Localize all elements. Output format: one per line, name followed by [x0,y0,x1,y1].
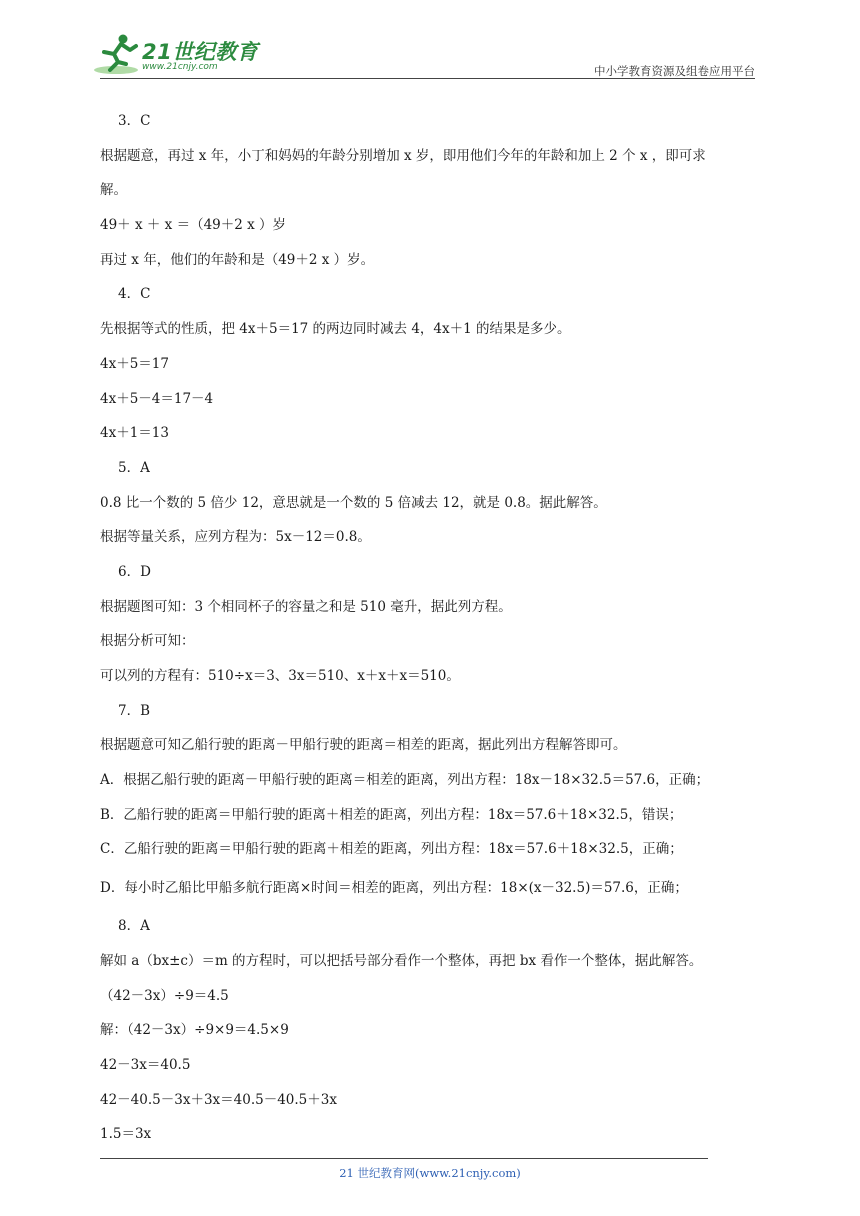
answer-line: A．根据乙船行驶的距离－甲船行驶的距离＝相差的距离，列出方程：18x－18×32.5＝57.6，正确； [100,772,710,789]
answer-line: 可以列的方程有：510÷x＝3、3x＝510、x＋x＋x＝510。 [100,668,460,684]
answer-line: C．乙船行驶的距离＝甲船行驶的距离＋相差的距离，列出方程：18x＝57.6＋18×32.5，正确； [100,841,683,858]
question-number: 4．C [118,286,151,303]
answer-line: 4x＋1＝13 [100,425,169,442]
answer-line: 根据分析可知： [100,633,195,650]
answer-line: 1.5＝3x [100,1126,152,1143]
answer-line: 根据题意可知乙船行驶的距离－甲船行驶的距离＝相差的距离，据此列出方程解答即可。 [100,737,627,754]
answer-line: 根据题图可知：3 个相同杯子的容量之和是 510 毫升，据此列方程。 [100,598,512,615]
footer-divider [100,1158,708,1159]
answer-line: 4x＋5＝17 [100,355,169,372]
runner-logo-icon [92,32,142,76]
question-number: 7．B [118,702,151,719]
answer-line: 0.8 比一个数的 5 倍少 12，意思就是一个数的 5 倍减去 12，就是 0.8。据此解答。 [100,494,607,511]
question-number: 6．D [118,563,151,580]
answer-content [100,104,780,1152]
answer-line: D．每小时乙船比甲船多航行距离×时间＝相差的距离，列出方程：18×(x－32.5)＝57.6，正确； [100,880,688,897]
answer-line: B．乙船行驶的距离＝甲船行驶的距离＋相差的距离，列出方程：18x＝57.6＋18×32.5，错误； [100,806,683,823]
answer-line: 解。 [100,182,127,199]
answer-line: 42－40.5－3x＋3x＝40.5－40.5＋3x [100,1091,337,1108]
answer-line: 再过 x 年，他们的年龄和是（49＋2 x ）岁。 [100,251,375,268]
answer-line: 49＋ x ＋ x ＝（49＋2 x ）岁 [100,217,287,234]
question-number: 5．A [118,459,150,476]
answer-line: （42－3x）÷9＝4.5 [100,987,229,1004]
answer-line: 根据等量关系，应列方程为：5x－12＝0.8。 [100,529,371,546]
answer-line: 42－3x＝40.5 [100,1056,191,1073]
footer-text: 21 世纪教育网(www.21cnjy.com) [339,1166,521,1180]
site-logo [92,32,267,80]
answer-line: 解：（42－3x）÷9×9＝4.5×9 [100,1022,289,1039]
question-number: 8．A [118,918,150,935]
answer-line: 先根据等式的性质，把 4x＋5＝17 的两边同时减去 4，4x＋1 的结果是多少。 [100,321,571,338]
answer-line: 解如 a（bx±c）＝m 的方程时，可以把括号部分看作一个整体，再把 bx 看作一个整体，据此解答。 [100,952,703,969]
question-number: 3．C [118,113,151,129]
header-divider [100,78,755,79]
logo-url: www.21cnjy.com [142,62,218,72]
page-header [0,0,860,80]
answer-line: 4x＋5－4＝17－4 [100,390,214,407]
logo-text: 21世纪教育 [142,40,259,64]
site-name: 中小学教育资源及组卷应用平台 [594,64,755,78]
answer-line: 根据题意，再过 x 年，小丁和妈妈的年龄分别增加 x 岁，即用他们今年的年龄和加上 2 个 x ，即可求 [100,147,706,164]
